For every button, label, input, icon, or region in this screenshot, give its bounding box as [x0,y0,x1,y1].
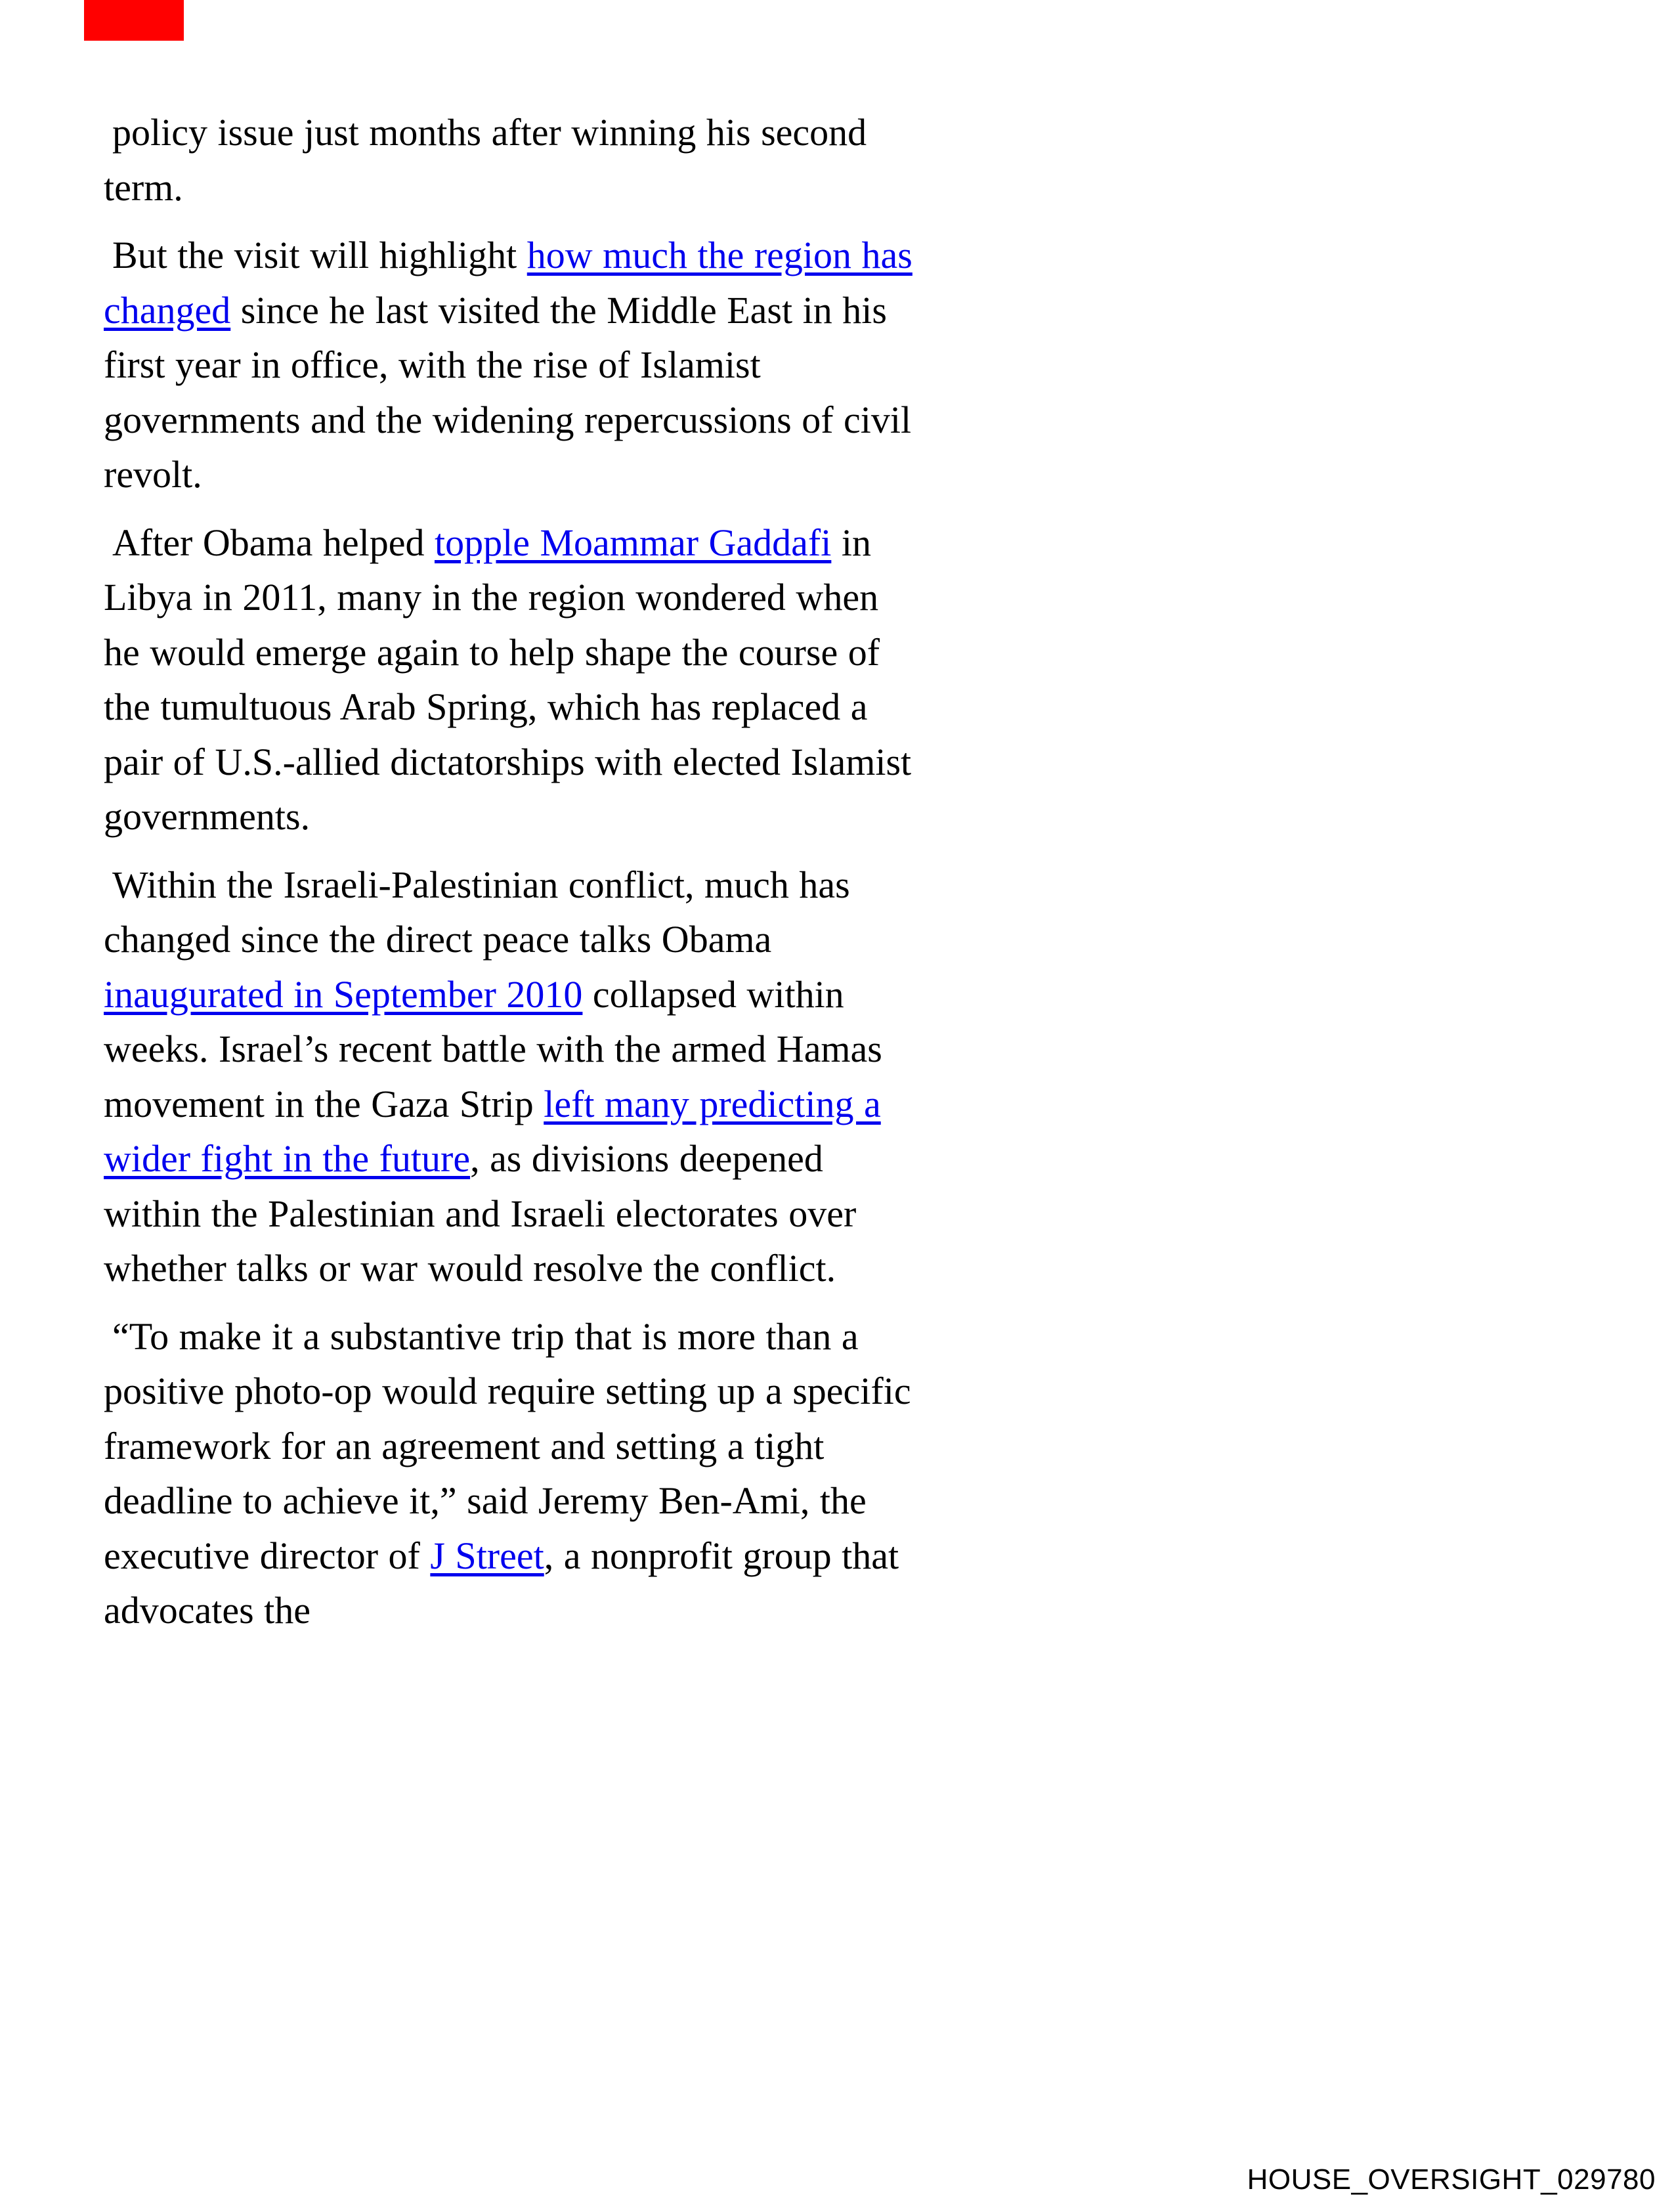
article-paragraph [104,105,914,215]
article-link[interactable]: left many predicting a wider fight in the future [104,1082,881,1181]
article-link[interactable]: inaugurated in September 2010 [104,972,583,1016]
article-link[interactable]: topple Moammar Gaddafi [434,521,832,564]
text-run: “To make it a substantive trip that is more than a positive photo-op would require setting up a specific framework for an agreement and setting a tight deadline to achieve it,” said Jeremy Ben-Ami, the executive director of [104,1314,911,1577]
text-run: since he last visited the Middle East in his first year in office, with the rise of Islamist governments and the widening repercussions of civil revolt. [104,288,912,496]
article-paragraph [104,857,914,1296]
text-run: , as divisions deepened within the Palestinian and Israeli electorates over whether talks or war would resolve the conflict. [104,1137,857,1290]
article-paragraph [104,515,914,844]
text-run: policy issue just months after winning his second term. [104,111,867,209]
text-run: Within the Israeli-Palestinian conflict, much has changed since the direct peace talks Obama [104,863,850,961]
bates-number: HOUSE_OVERSIGHT_029780 [1247,2163,1656,2196]
redaction-block [84,0,184,41]
article-paragraph [104,1309,914,1638]
article-paragraph [104,228,914,502]
text-run: , a nonprofit group that advocates the [104,1534,899,1632]
text-run: After Obama helped [112,521,435,564]
text-run: But the visit will highlight [112,234,527,277]
article-link[interactable]: J Street [430,1534,544,1577]
text-run: collapsed within weeks. Israel’s recent battle with the armed Hamas movement in the Gaza Strip [104,972,882,1125]
article-link[interactable]: how much the region has changed [104,234,912,332]
article-body [104,105,914,1651]
text-run: in Libya in 2011, many in the region wondered when he would emerge again to help shape the course of the tumultuous Arab Spring, which has replaced a pair of U.S.-allied dictatorships with elected Islamist governments. [104,521,912,838]
